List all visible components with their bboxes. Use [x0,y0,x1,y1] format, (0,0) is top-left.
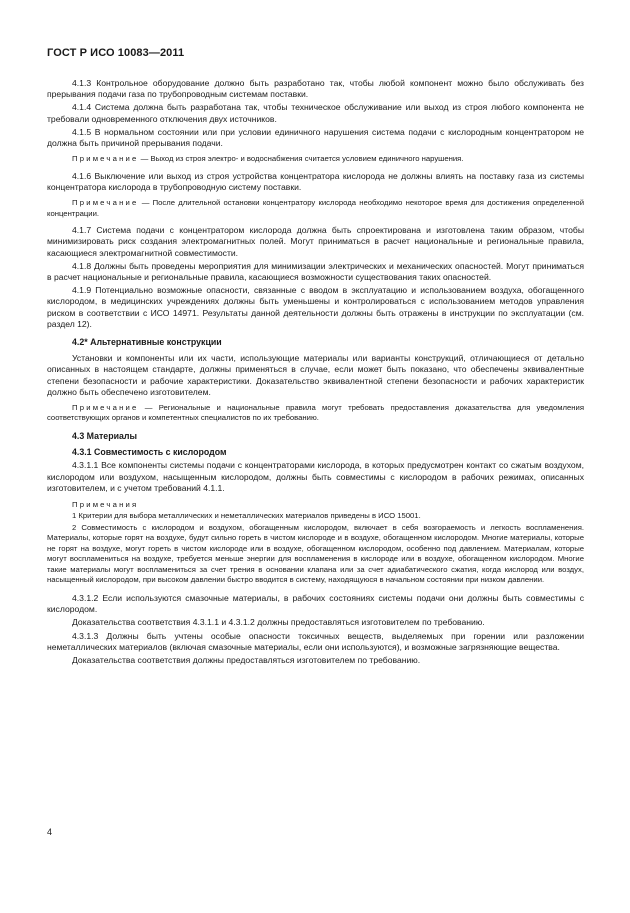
clause-4-3-1-3-evidence: Доказательства соответствия должны предоставляться изготовителем по требованию. [72,655,421,665]
clause-4-1-7: 4.1.7 Система подачи с концентратором кислорода должна быть спроектирована и изготовлена таким образом, чтобы минимизировать риск создания электромагнитных полей. Могут приниматься в расчет национальные и региональные правила, касающиеся электромагнитной совместимости. [47,225,584,258]
note-2 [47,198,584,219]
clause-4-3-1-2-evidence: Доказательства соответствия 4.3.1.1 и 4.3.1.2 должны предоставляться изготовителем по требованию. [72,617,485,628]
heading-4-2: 4.2* Альтернативные конструкции [72,336,222,347]
page-content [47,78,584,668]
note-item-1: 1 Критерии для выбора металлических и неметаллических материалов приведены в ИСО 15001. [72,511,421,521]
clause-4-1-3: 4.1.3 Контрольное оборудование должно быть разработано так, чтобы любой компонент можно было обслуживать без прерывания подачи газа по трубопроводным системам поставки. [47,78,584,100]
notes-label: Примечания [72,499,139,509]
clause-4-1-6: 4.1.6 Выключение или выход из строя устройства концентратора кислорода не должны влиять на поставку газа из системы концентратора кислорода в трубопроводную систему поставки. [47,170,584,192]
notes-heading [47,500,584,511]
note-label: Примечание [72,402,139,412]
note-1 [47,154,584,165]
note-label: Примечание [72,198,139,208]
page-header-title: ГОСТ Р ИСО 10083—2011 [47,47,185,59]
heading-4-3-1: 4.3.1 Совместимость с кислородом [72,447,227,458]
clause-4-1-8: 4.1.8 Должны быть проведены мероприятия для минимизации электрических и механических опасностей. Могут приниматься в расчет национальные и региональные правила, касающиеся возможности существования таких опасностей. [47,260,584,282]
note-2-text: — После длительной остановки концентратору кислорода необходимо некоторое время для достижения определенной концентрации. [47,198,584,218]
clause-4-1-4: 4.1.4 Система должна быть разработана так, чтобы техническое обслуживание или выход из строя любого компонента не требовали одновременного отключения двух источников. [47,102,584,124]
clause-4-3-1-1: 4.3.1.1 Все компоненты системы подачи с концентраторами кислорода, в которых предусмотрен контакт со сжатым воздухом, кислородом или воздухом, насыщенным кислородом, должны быть совместимы с кислородом в рабочих режимах, описанных изготовителем, и с учетом требований 4.1.1. [47,460,584,493]
clause-4-3-1-2: 4.3.1.2 Если используются смазочные материалы, в рабочих состояниях системы подачи они должны быть совместимы с кислородом. [47,592,584,615]
note-3-text: — Региональные и национальные правила могут требовать предоставления доказательства для уведомления соответствующих органов и компетентных специалистов по их требованию. [47,402,584,423]
heading-4-3: 4.3 Материалы [72,430,137,441]
clause-4-3-1-3: 4.3.1.3 Должны быть учтены особые опасности токсичных веществ, выделяемых при горении или разложении неметаллических материалов (включая смазочные материалы, если они используются), и возможные загрязняющие вещества. [47,630,584,652]
note-1-text: — Выход из строя электро- и водоснабжения считается условием единичного нарушения. [138,154,464,164]
note-label: Примечание [72,154,139,164]
clause-4-1-5: 4.1.5 В нормальном состоянии или при условии единичного нарушения система подачи с кислородным концентратором не должна быть причиной прерывания подачи. [47,126,584,149]
clause-4-1-9: 4.1.9 Потенциально возможные опасности, связанные с вводом в эксплуатацию и использованием воздуха, обогащенного кислородом, в медицинских учреждениях должны быть уменьшены и контролироваться с использованием методов управления риском в соответствии с ИСО 14971. Результаты данной деятельности должны быть отражены в инструкции по эксплуатации (см. раздел 12). [47,285,584,329]
note-item-2: 2 Совместимость с кислородом и воздухом, обогащенным кислородом, включает в себя возгораемость и легкость воспламенения. Материалы, которые горят на воздухе, будут сильно гореть в чистом кислороде и в воздухе, обогащенном кислородом. Многие материалы, которые не горят на воздухе, могут гореть в чистом кислороде или в воздухе, обогащенном кислородом, особенно под давлением. Материалам, которые могут воспламениться на воздухе, требуется меньше энергии для воспламенения в кислороде или в воздухе, обогащенном кислородом. Многие такие материалы могут воспламениться за счет трения в основании клапана или за счет адиабатического сжатия, когда кислород или воздух, насыщенный кислородом, при высоком давлении быстро вводится в систему, находящуюся в начальном состоянии при низком давлении. [47,522,584,585]
clause-4-2: Установки и компоненты или их части, использующие материалы или варианты конструкций, отличающиеся от детально описанных в настоящем стандарте, должны применяться в случае, если может быть показано, что обеспечены эквивалентные степени безопасности и рабочие характеристики. Доказательство эквивалентной степени безопасности и рабочих характеристик должно быть обеспечено изготовителем. [47,353,584,397]
note-3 [47,403,584,424]
page-number: 4 [47,827,53,837]
